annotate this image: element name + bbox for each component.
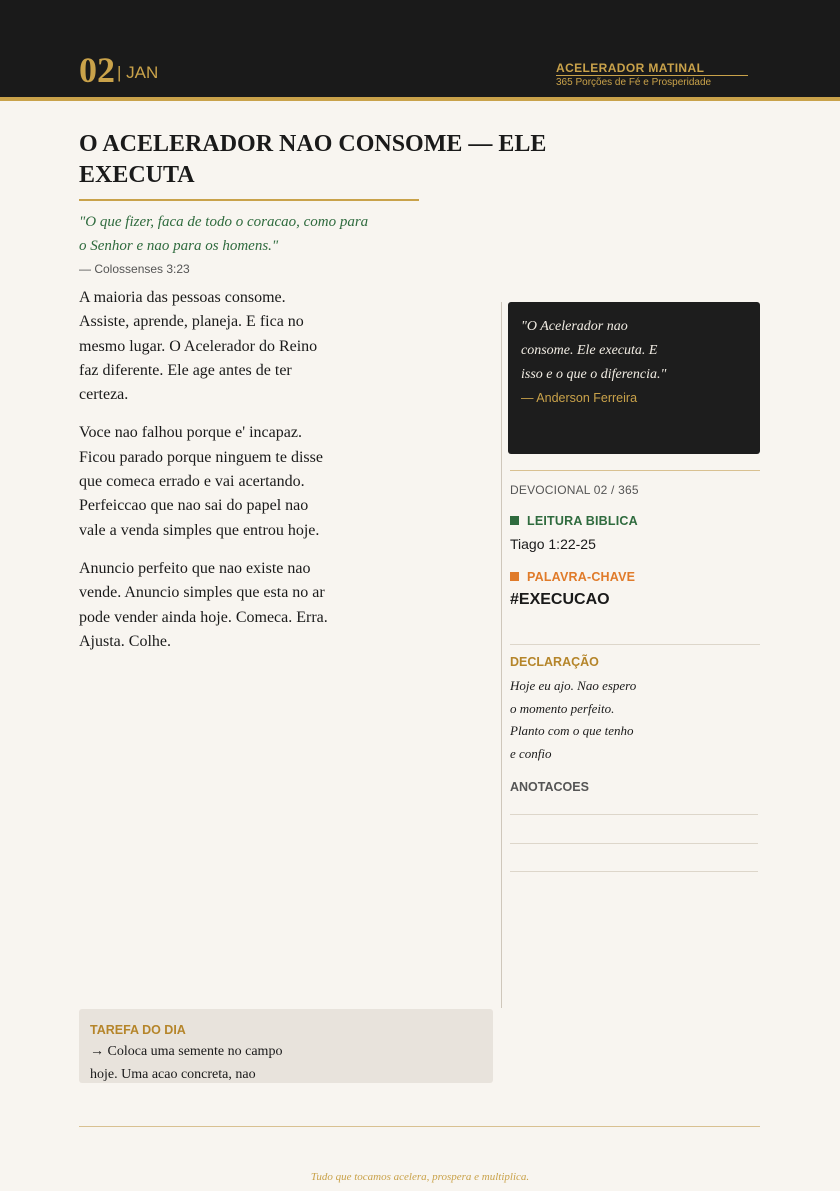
quote-author: — Anderson Ferreira bbox=[521, 391, 638, 405]
column-divider bbox=[501, 302, 502, 1008]
keyword-label: PALAVRA-CHAVE bbox=[510, 569, 635, 585]
title-underline bbox=[79, 199, 419, 201]
header-gold-rule bbox=[0, 97, 840, 101]
orange-square-icon bbox=[510, 572, 519, 581]
reading-label: LEITURA BIBLICA bbox=[510, 513, 638, 529]
declaration-label: DECLARAÇÃO bbox=[510, 655, 599, 669]
notes-label: ANOTACOES bbox=[510, 780, 589, 794]
declaration-text: Hoje eu ajo. Nao espero o momento perfeito. Planto com o que tenho e confio bbox=[510, 678, 637, 761]
brand-subtitle: 365 Porções de Fé e Prosperidade bbox=[556, 77, 712, 88]
note-line[interactable] bbox=[510, 871, 758, 872]
verse-reference: — Colossenses 3:23 bbox=[79, 262, 190, 276]
task-text: → Coloca uma semente no campo hoje. Uma acao concreta, nao bbox=[90, 1044, 283, 1082]
quote-box bbox=[508, 302, 760, 454]
sidebar-divider bbox=[510, 644, 760, 645]
green-square-icon bbox=[510, 516, 519, 525]
sidebar-divider bbox=[510, 470, 760, 471]
footer-tagline: Tudo que tocamos acelera, prospera e multiplica. bbox=[310, 1171, 530, 1183]
date-day: 02 bbox=[79, 50, 115, 90]
date-month: | JAN bbox=[117, 63, 159, 82]
devotional-body bbox=[79, 286, 329, 668]
note-line[interactable] bbox=[510, 843, 758, 844]
reading-value: Tiago 1:22-25 bbox=[510, 536, 596, 552]
note-line[interactable] bbox=[510, 814, 758, 815]
verse-text: "O que fizer, faca de todo o coracao, como para o Senhor e nao para os homens." bbox=[79, 214, 369, 254]
quote-text: "O Acelerador nao consome. Ele executa. E isso e o que o diferencia." bbox=[521, 319, 667, 382]
task-label: TAREFA DO DIA bbox=[90, 1023, 186, 1037]
devotional-counter: DEVOCIONAL 02 / 365 bbox=[510, 483, 639, 497]
page-title: O ACELERADOR NAO CONSOME — ELE EXECUTA bbox=[79, 131, 547, 188]
body-paragraph: Voce nao falhou porque e' incapaz. Ficou parado porque ninguem te disse que comeca errado e vai acertando. Perfeiccao que nao sai do papel nao vale a venda simples que entrou hoje. bbox=[79, 424, 323, 539]
task-box bbox=[79, 1009, 493, 1083]
body-paragraph: A maioria das pessoas consome. Assiste, aprende, planeja. E fica no mesmo lugar. O Acelerador do Reino faz diferente. Ele age antes de ter certeza. bbox=[79, 289, 318, 404]
footer-rule bbox=[79, 1126, 760, 1127]
brand-title: ACELERADOR MATINAL bbox=[556, 61, 705, 75]
body-paragraph: Anuncio perfeito que nao existe nao vende. Anuncio simples que esta no ar pode vender ainda hoje. Comeca. Erra. Ajusta. Colhe. bbox=[79, 559, 328, 650]
keyword-value: #EXECUCAO bbox=[510, 591, 610, 608]
